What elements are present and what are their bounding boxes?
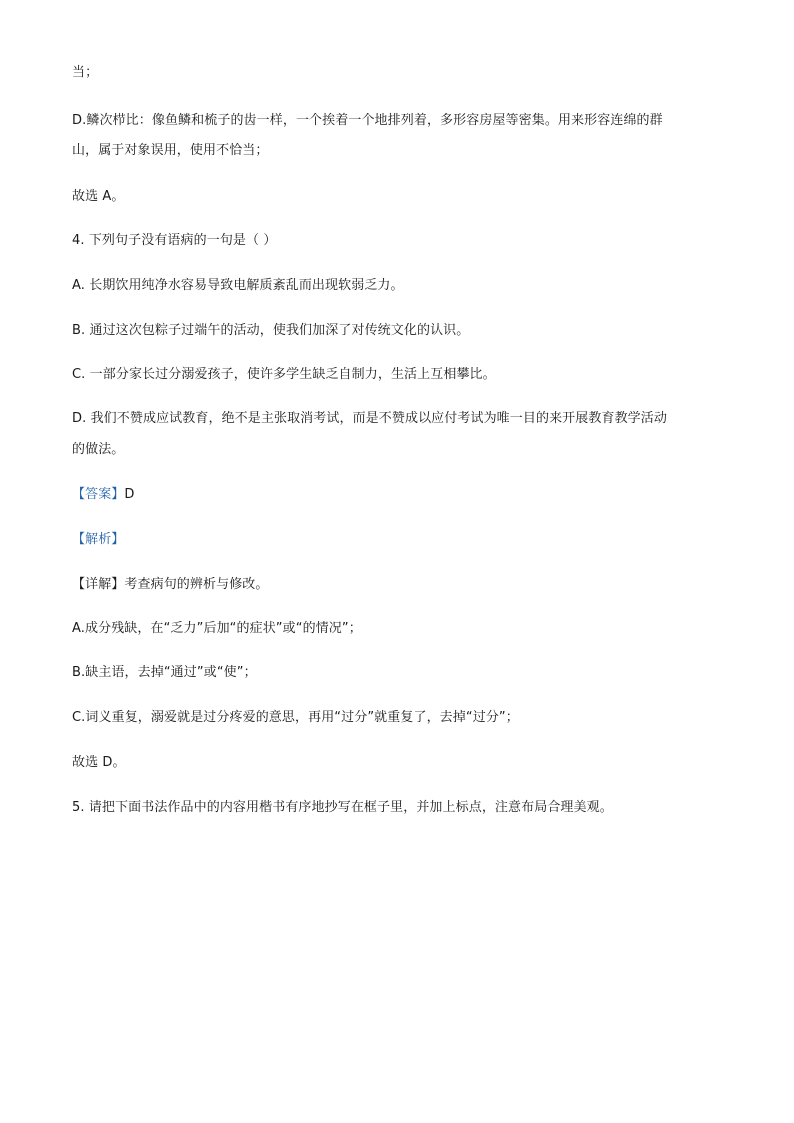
option-c: C. 一部分家长过分溺爱孩子，使许多学生缺乏自制力，生活上互相攀比。: [72, 367, 496, 382]
text-line: 山，属于对象误用，使用不恰当；: [72, 143, 269, 158]
answer-value: D: [124, 487, 135, 502]
analysis-line: [72, 531, 124, 549]
option-d-continued: 的做法。: [72, 442, 125, 457]
answer-line: [72, 486, 135, 504]
text-line: D.鳞次栉比：像鱼鳞和梳子的齿一样，一个挨着一个地排列着，多形容房屋等密集。用来形容连绵的群: [72, 113, 663, 128]
question-title: 4. 下列句子没有语病的一句是（ ）: [72, 233, 277, 248]
answer-tag: 【答案】: [72, 487, 125, 502]
explanation-a: A.成分残缺，在“乏力”后加“的症状”或“的情况”；: [72, 621, 362, 636]
text-line: 故选 A。: [72, 189, 125, 204]
detail-line: [72, 576, 269, 594]
analysis-tag: 【解析】: [72, 532, 125, 547]
option-b: B. 通过这次包粽子过端午的活动，使我们加深了对传统文化的认识。: [72, 323, 470, 338]
option-a: A. 长期饮用纯净水容易导致电解质紊乱而出现软弱乏力。: [72, 278, 404, 293]
question-title: 5. 请把下面书法作品中的内容用楷书有序地抄写在框子里，并加上标点，注意布局合理美观。: [72, 800, 613, 815]
text-line: 当；: [72, 65, 99, 80]
detail-text: 考查病句的辨析与修改。: [124, 577, 269, 592]
text-line: 故选 D。: [72, 755, 126, 770]
detail-tag: 【详解】: [72, 577, 125, 592]
option-d: D. 我们不赞成应试教育，绝不是主张取消考试，而是不赞成以应付考试为唯一目的来开展教育教学活动: [72, 411, 667, 426]
explanation-b: B.缺主语，去掉“通过”或“使”；: [72, 665, 257, 680]
explanation-c: C.词义重复，溺爱就是过分疼爱的意思，再用“过分”就重复了，去掉“过分”；: [72, 710, 519, 725]
